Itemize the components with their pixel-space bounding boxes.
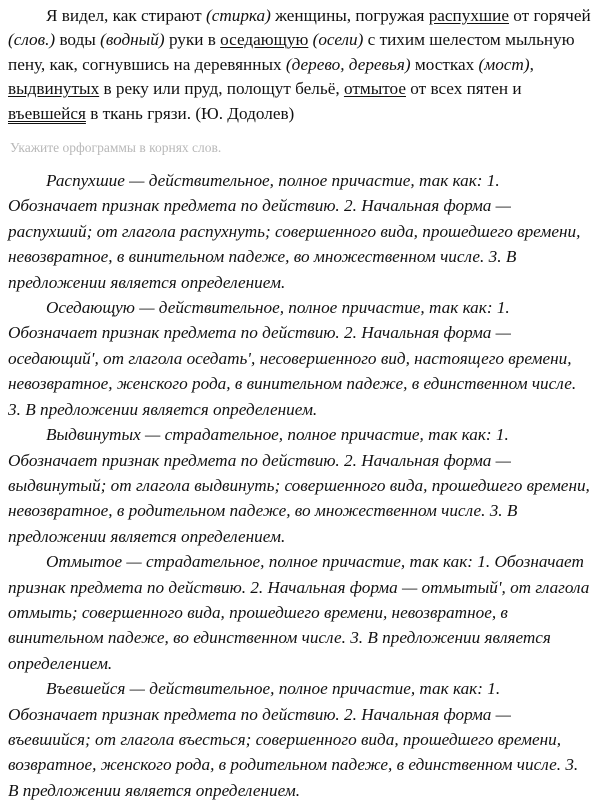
check-word-derevo: (дерево, деревья) [285,54,411,74]
check-word-most: (мост) [478,54,530,74]
check-word-stirka: (стирка) [205,6,271,25]
participle-vevsheysya: въевшейся [8,103,86,123]
analysis-paragraph: Въевшейся — действительное, полное причастие, так как: 1. Обозначает признак предмета по действию. 2. Начальная форма — въевшийся; от глагола въесться; совершенного вида, прошедшего времени, возвратное, женского рода, в родительном падеже, в единственном числе. 3. В предложении является определением. [8,679,579,800]
participle-vydvinutykh: выдвинутых [8,79,100,99]
analysis-paragraph: Выдвинутых — страдательное, полное причастие, так как: 1. Обозначает признак предмета по действию. 2. Начальная форма — выдвинутый; от глагола выдвинуть; совершенного вида, прошедшего времени, невозвратное, в родительном падеже, во множественном числе. 3. В предложении является определением. [8,425,590,546]
analysis-paragraph: Оседающую — действительное, полное причастие, так как: 1. Обозначает признак предмета по действию. 2. Начальная форма — оседающий', от глагола оседать', несовершенного вид, настоящего времени, невозвратное, женского рода, в винительном падеже, в единственном числе. 3. В предложении является определением. [8,298,577,419]
source-sentence: Я видел, как стирают (стирка) женщины, погружая распухшие от горячей (слов.) воды (водный) руки в оседающую (осели) с тихим шелестом мыльную пену, как, согнувшись на деревянных (дерево, деревья) мостках (мост), выдвинутых в реку или пруд, полощут бельё, отмытое от всех пятен и въевшейся в ткань грязи. (Ю. Додолев) [8,6,591,123]
analysis-paragraph: Распухшие — действительное, полное причастие, так как: 1. Обозначает признак предмета по действию. 2. Начальная форма — распухший; от глагола распухнуть; совершенного вида, прошедшего времени, невозвратное, в винительном падеже, во множественном числе. 3. В предложении является определением. [8,171,581,292]
instruction-text: Укажите орфограммы в корнях слов. [10,140,222,156]
analysis-paragraph: Отмытое — страдательное, полное причастие, так как: 1. Обозначает признак предмета по действию. 2. Начальная форма — отмытый', от глагола отмыть; совершенного вида, прошедшего времени, невозвратное, в винительном падеже, во единственном числе. 3. В предложении является определением. [8,552,590,673]
text-fragment: Я видел, как [46,6,141,25]
check-word-vodnyi: (водный) [100,30,165,50]
participle-otmytoe: отмытое [343,79,406,99]
participle-osedayushchuyu: оседающую [220,30,309,50]
participle-raspukhshie: распухшие [428,6,509,25]
check-word-slov: (слов.) [8,30,56,50]
check-word-oseli: (осели) [312,30,364,50]
word-stirayut: стирают [140,6,202,25]
